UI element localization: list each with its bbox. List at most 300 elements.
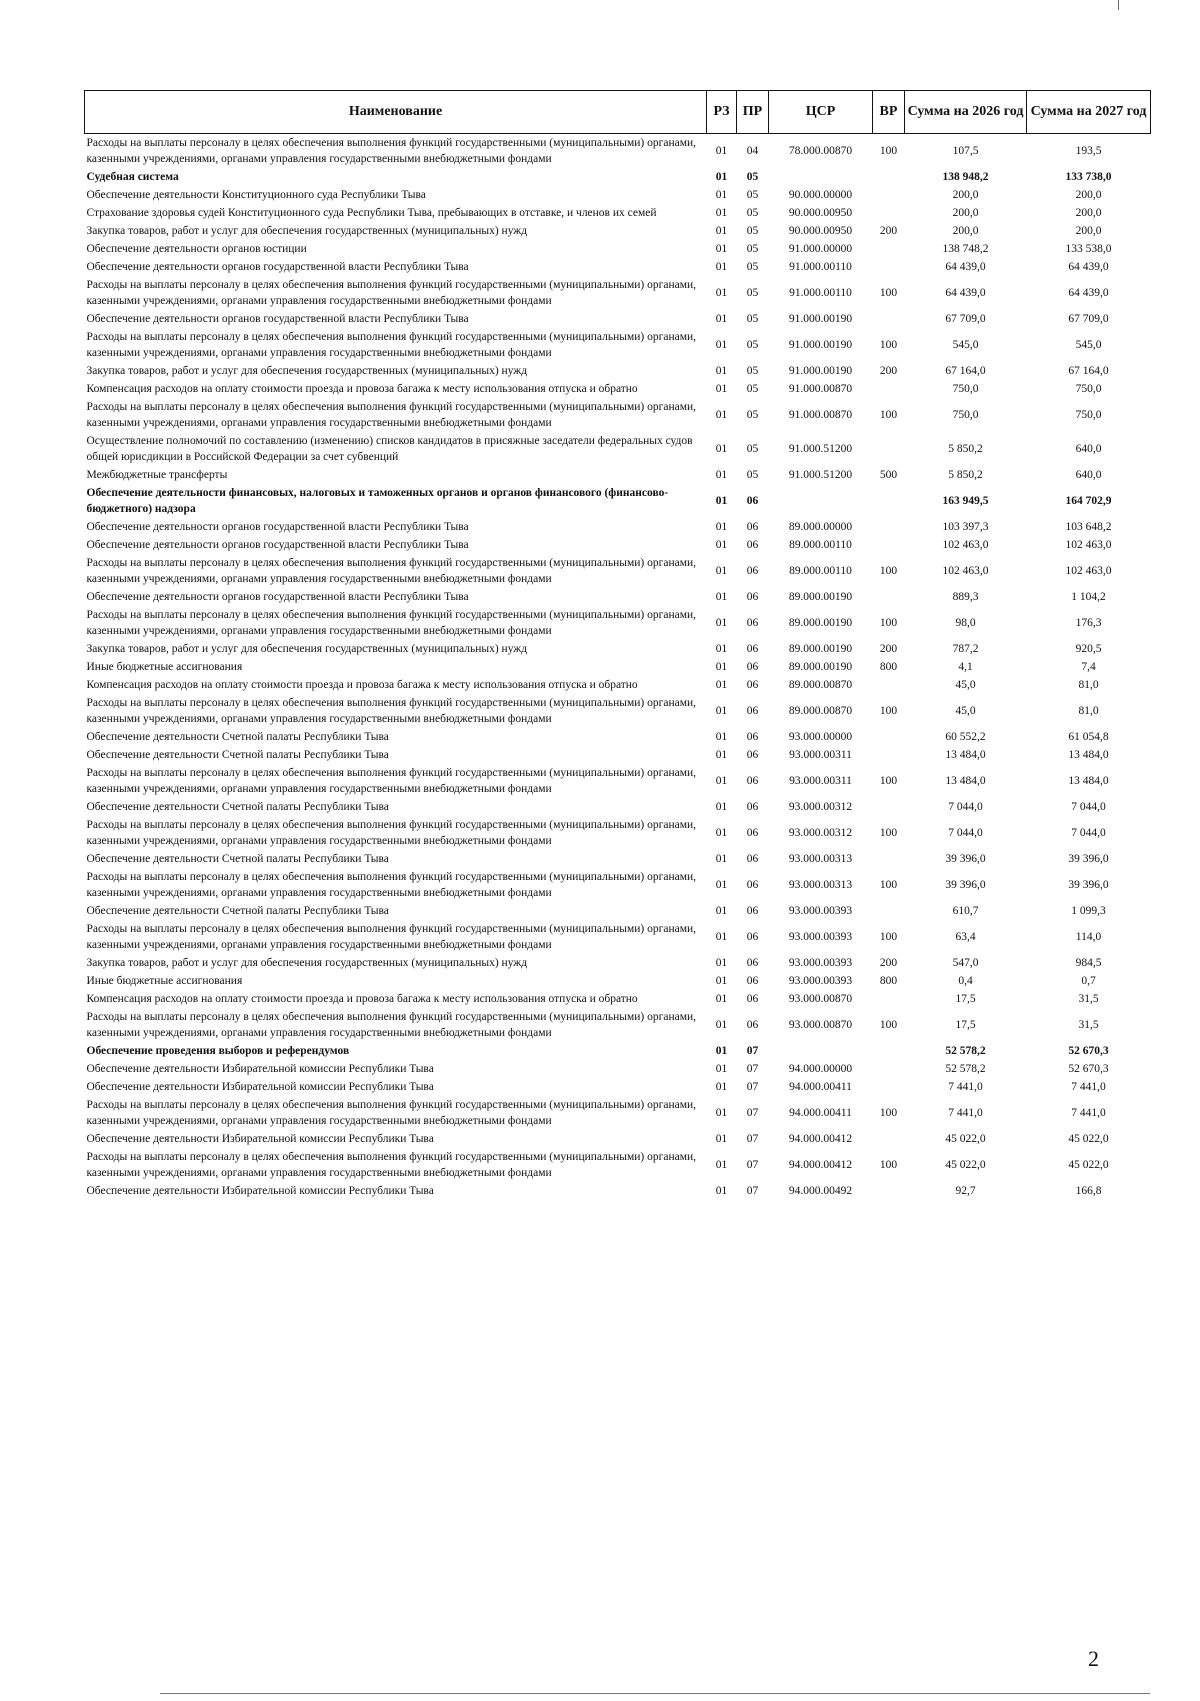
row-sum-2027: 7 441,0 xyxy=(1071,1107,1106,1119)
row-name: Обеспечение деятельности Избирательной комиссии Республики Тыва xyxy=(86,1185,434,1197)
row-sum-2026: 750,0 xyxy=(952,383,979,395)
row-sum-2027: 64 439,0 xyxy=(1068,261,1109,273)
row-vr: 100 xyxy=(879,705,898,717)
row-vr xyxy=(873,1078,905,1096)
table-row xyxy=(85,588,1151,606)
row-name: Расходы на выплаты персоналу в целях обеспечения выполнения функций государственными (муниципальными) органами, казенными учреждениями, органами управления государственными внебюджетными фондами xyxy=(86,871,697,899)
row-rz: 01 xyxy=(715,775,728,787)
row-pr: 06 xyxy=(746,617,759,629)
row-sum-2026: 787,2 xyxy=(952,643,979,655)
page-number: 2 xyxy=(1088,1646,1099,1671)
table-row xyxy=(85,728,1151,746)
row-sum-2026: 45 022,0 xyxy=(945,1133,986,1145)
row-vr xyxy=(873,518,905,536)
header-rz: РЗ xyxy=(707,91,737,134)
row-rz: 01 xyxy=(715,1081,728,1093)
row-sum-2026: 102 463,0 xyxy=(942,539,989,551)
row-pr: 05 xyxy=(746,365,759,377)
row-sum-2027: 13 484,0 xyxy=(1068,775,1109,787)
row-rz: 01 xyxy=(715,1133,728,1145)
row-sum-2026: 67 164,0 xyxy=(945,365,986,377)
row-name: Страхование здоровья судей Конституционного суда Республики Тыва, пребывающих в отставке, и членов их семей xyxy=(86,207,657,219)
row-sum-2027: 45 022,0 xyxy=(1068,1133,1109,1145)
row-pr: 06 xyxy=(746,827,759,839)
table-row xyxy=(85,258,1151,276)
table-row xyxy=(85,920,1151,954)
table-row xyxy=(85,816,1151,850)
table-row xyxy=(85,868,1151,902)
row-sum-2026: 13 484,0 xyxy=(945,775,986,787)
row-pr: 05 xyxy=(746,443,759,455)
row-vr xyxy=(873,258,905,276)
row-csr: 93.000.00393 xyxy=(788,905,853,917)
row-pr: 06 xyxy=(746,975,759,987)
row-csr: 91.000.00110 xyxy=(789,287,852,299)
row-name: Расходы на выплаты персоналу в целях обеспечения выполнения функций государственными (муниципальными) органами, казенными учреждениями, органами управления государственными внебюджетными фондами xyxy=(86,697,697,725)
row-sum-2027: 1 104,2 xyxy=(1071,591,1106,603)
row-csr: 89.000.00190 xyxy=(788,617,853,629)
row-csr: 91.000.00190 xyxy=(788,339,853,351)
row-csr: 93.000.00870 xyxy=(788,1019,853,1031)
row-csr: 91.000.51200 xyxy=(788,443,853,455)
row-csr: 93.000.00393 xyxy=(788,931,853,943)
row-rz: 01 xyxy=(715,1045,728,1057)
row-csr: 93.000.00313 xyxy=(788,853,853,865)
row-pr: 04 xyxy=(746,145,759,157)
row-pr: 05 xyxy=(746,339,759,351)
row-sum-2026: 17,5 xyxy=(955,993,976,1005)
row-csr: 89.000.00110 xyxy=(789,565,852,577)
row-sum-2026: 138 748,2 xyxy=(942,243,989,255)
row-sum-2027: 0,7 xyxy=(1081,975,1096,987)
row-csr: 90.000.00000 xyxy=(788,189,853,201)
row-vr: 200 xyxy=(879,365,898,377)
row-sum-2027: 31,5 xyxy=(1078,993,1099,1005)
table-row xyxy=(85,694,1151,728)
row-rz: 01 xyxy=(715,731,728,743)
table-row xyxy=(85,1148,1151,1182)
row-csr: 89.000.00110 xyxy=(789,539,852,551)
table-row xyxy=(85,990,1151,1008)
row-sum-2027: 176,3 xyxy=(1075,617,1102,629)
row-sum-2027: 39 396,0 xyxy=(1068,853,1109,865)
row-csr: 90.000.00950 xyxy=(788,207,853,219)
row-sum-2027: 7 044,0 xyxy=(1071,827,1106,839)
row-csr: 93.000.00393 xyxy=(788,975,853,987)
row-sum-2027: 200,0 xyxy=(1075,189,1102,201)
row-rz: 01 xyxy=(715,975,728,987)
row-pr: 07 xyxy=(746,1045,759,1057)
row-csr: 93.000.00313 xyxy=(788,879,853,891)
row-csr: 94.000.00000 xyxy=(788,1063,853,1075)
table-row xyxy=(85,676,1151,694)
row-name: Обеспечение деятельности Счетной палаты Республики Тыва xyxy=(86,731,389,743)
row-vr: 800 xyxy=(879,661,898,673)
row-pr: 05 xyxy=(746,207,759,219)
row-csr: 89.000.00870 xyxy=(788,705,853,717)
row-sum-2026: 52 578,2 xyxy=(945,1045,986,1057)
table-row xyxy=(85,518,1151,536)
row-pr: 07 xyxy=(746,1133,759,1145)
row-rz: 01 xyxy=(715,931,728,943)
row-csr: 91.000.00870 xyxy=(788,409,853,421)
row-name: Расходы на выплаты персоналу в целях обеспечения выполнения функций государственными (муниципальными) органами, казенными учреждениями, органами управления государственными внебюджетными фондами xyxy=(86,137,697,165)
row-rz: 01 xyxy=(715,207,728,219)
table-row xyxy=(85,186,1151,204)
row-rz: 01 xyxy=(715,705,728,717)
row-name: Расходы на выплаты персоналу в целях обеспечения выполнения функций государственными (муниципальными) органами, казенными учреждениями, органами управления государственными внебюджетными фондами xyxy=(86,401,697,429)
row-pr: 06 xyxy=(746,879,759,891)
row-rz: 01 xyxy=(715,643,728,655)
row-csr: 93.000.00870 xyxy=(788,993,853,1005)
row-csr: 89.000.00190 xyxy=(788,643,853,655)
row-csr: 93.000.00312 xyxy=(788,801,853,813)
row-rz: 01 xyxy=(715,287,728,299)
row-pr: 07 xyxy=(746,1063,759,1075)
row-name: Расходы на выплаты персоналу в целях обеспечения выполнения функций государственными (муниципальными) органами, казенными учреждениями, органами управления государственными внебюджетными фондами xyxy=(86,1099,697,1127)
row-name: Обеспечение деятельности Счетной палаты Республики Тыва xyxy=(86,905,389,917)
row-pr: 05 xyxy=(746,313,759,325)
table-row xyxy=(85,1060,1151,1078)
row-pr: 05 xyxy=(746,409,759,421)
row-rz: 01 xyxy=(715,957,728,969)
row-vr xyxy=(873,484,905,518)
row-csr xyxy=(769,484,873,518)
row-rz: 01 xyxy=(715,993,728,1005)
row-vr: 100 xyxy=(879,339,898,351)
row-pr: 06 xyxy=(746,521,759,533)
row-csr: 93.000.00311 xyxy=(789,749,852,761)
row-sum-2027: 1 099,3 xyxy=(1071,905,1106,917)
row-sum-2027: 750,0 xyxy=(1075,383,1102,395)
row-name: Обеспечение деятельности финансовых, налоговых и таможенных органов и органов финансового (финансово-бюджетного) надзора xyxy=(86,487,669,515)
row-name: Закупка товаров, работ и услуг для обеспечения государственных (муниципальных) нужд xyxy=(86,365,528,377)
table-row xyxy=(85,902,1151,920)
row-vr: 100 xyxy=(879,1159,898,1171)
table-row xyxy=(85,310,1151,328)
row-csr: 91.000.00870 xyxy=(788,383,853,395)
row-rz: 01 xyxy=(715,1107,728,1119)
row-vr xyxy=(873,850,905,868)
row-csr: 93.000.00393 xyxy=(788,957,853,969)
row-sum-2027: 103 648,2 xyxy=(1065,521,1112,533)
row-sum-2027: 67 164,0 xyxy=(1068,365,1109,377)
row-vr xyxy=(873,186,905,204)
row-vr xyxy=(873,1182,905,1200)
row-pr: 06 xyxy=(746,643,759,655)
row-name: Расходы на выплаты персоналу в целях обеспечения выполнения функций государственными (муниципальными) органами, казенными учреждениями, органами управления государственными внебюджетными фондами xyxy=(86,557,697,585)
row-name: Осуществление полномочий по составлению (изменению) списков кандидатов в присяжные заседатели федеральных судов общей юрисдикции в Российской Федерации за счет субвенций xyxy=(86,435,693,463)
row-sum-2027: 67 709,0 xyxy=(1068,313,1109,325)
row-vr: 800 xyxy=(879,975,898,987)
row-csr: 90.000.00950 xyxy=(788,225,853,237)
row-name: Расходы на выплаты персоналу в целях обеспечения выполнения функций государственными (муниципальными) органами, казенными учреждениями, органами управления государственными внебюджетными фондами xyxy=(86,1151,697,1179)
row-sum-2026: 200,0 xyxy=(952,189,979,201)
row-pr: 06 xyxy=(746,801,759,813)
row-sum-2027: 61 054,8 xyxy=(1068,731,1109,743)
row-vr: 100 xyxy=(879,931,898,943)
row-name: Межбюджетные трансферты xyxy=(86,469,228,481)
row-rz: 01 xyxy=(715,879,728,891)
row-pr: 07 xyxy=(746,1159,759,1171)
row-vr: 500 xyxy=(879,469,898,481)
row-sum-2026: 5 850,2 xyxy=(948,469,983,481)
row-sum-2026: 102 463,0 xyxy=(942,565,989,577)
row-csr: 89.000.00000 xyxy=(788,521,853,533)
row-sum-2027: 45 022,0 xyxy=(1068,1159,1109,1171)
row-sum-2026: 889,3 xyxy=(952,591,979,603)
row-sum-2026: 45,0 xyxy=(955,679,976,691)
row-vr xyxy=(873,1042,905,1060)
row-name: Обеспечение деятельности Избирательной комиссии Республики Тыва xyxy=(86,1063,434,1075)
row-name: Судебная система xyxy=(86,171,179,183)
row-pr: 05 xyxy=(746,171,759,183)
row-rz: 01 xyxy=(715,591,728,603)
row-csr: 89.000.00190 xyxy=(788,661,853,673)
row-rz: 01 xyxy=(715,261,728,273)
budget-table-container xyxy=(84,90,1150,1200)
row-sum-2026: 45,0 xyxy=(955,705,976,717)
row-sum-2027: 750,0 xyxy=(1075,409,1102,421)
row-csr: 91.000.00000 xyxy=(788,243,853,255)
header-csr: ЦСР xyxy=(769,91,873,134)
row-name: Иные бюджетные ассигнования xyxy=(86,975,243,987)
table-row xyxy=(85,954,1151,972)
row-rz: 01 xyxy=(715,469,728,481)
header-vr: ВР xyxy=(873,91,905,134)
row-vr: 200 xyxy=(879,225,898,237)
row-rz: 01 xyxy=(715,749,728,761)
row-rz: 01 xyxy=(715,243,728,255)
row-sum-2027: 200,0 xyxy=(1075,207,1102,219)
row-name: Расходы на выплаты персоналу в целях обеспечения выполнения функций государственными (муниципальными) органами, казенными учреждениями, органами управления государственными внебюджетными фондами xyxy=(86,609,697,637)
row-name: Обеспечение деятельности органов юстиции xyxy=(86,243,307,255)
row-sum-2026: 98,0 xyxy=(955,617,976,629)
row-sum-2026: 63,4 xyxy=(955,931,976,943)
row-sum-2027: 640,0 xyxy=(1075,469,1102,481)
row-csr: 94.000.00411 xyxy=(789,1107,852,1119)
row-csr: 93.000.00311 xyxy=(789,775,852,787)
row-sum-2027: 52 670,3 xyxy=(1068,1045,1109,1057)
row-name: Расходы на выплаты персоналу в целях обеспечения выполнения функций государственными (муниципальными) органами, казенными учреждениями, органами управления государственными внебюджетными фондами xyxy=(86,279,697,307)
row-rz: 01 xyxy=(715,853,728,865)
table-row xyxy=(85,972,1151,990)
table-row xyxy=(85,1182,1151,1200)
row-csr: 89.000.00870 xyxy=(788,679,853,691)
row-rz: 01 xyxy=(715,495,728,507)
row-name: Расходы на выплаты персоналу в целях обеспечения выполнения функций государственными (муниципальными) органами, казенными учреждениями, органами управления государственными внебюджетными фондами xyxy=(86,819,697,847)
row-name: Обеспечение проведения выборов и референдумов xyxy=(86,1045,350,1057)
row-vr xyxy=(873,676,905,694)
row-rz: 01 xyxy=(715,661,728,673)
table-row xyxy=(85,640,1151,658)
table-row xyxy=(85,168,1151,186)
row-vr: 100 xyxy=(879,287,898,299)
row-sum-2027: 545,0 xyxy=(1075,339,1102,351)
row-vr: 100 xyxy=(879,409,898,421)
table-header xyxy=(85,91,1151,134)
table-row xyxy=(85,1042,1151,1060)
row-vr xyxy=(873,536,905,554)
row-rz: 01 xyxy=(715,617,728,629)
row-sum-2026: 138 948,2 xyxy=(942,171,989,183)
row-csr: 93.000.00312 xyxy=(788,827,853,839)
row-sum-2027: 7 441,0 xyxy=(1071,1081,1106,1093)
row-vr xyxy=(873,746,905,764)
row-vr: 100 xyxy=(879,1019,898,1031)
row-sum-2027: 102 463,0 xyxy=(1065,539,1112,551)
row-sum-2026: 64 439,0 xyxy=(945,261,986,273)
header-pr: ПР xyxy=(737,91,769,134)
row-vr xyxy=(873,310,905,328)
table-row xyxy=(85,554,1151,588)
row-name: Расходы на выплаты персоналу в целях обеспечения выполнения функций государственными (муниципальными) органами, казенными учреждениями, органами управления государственными внебюджетными фондами xyxy=(86,923,697,951)
row-name: Обеспечение деятельности органов государственной власти Республики Тыва xyxy=(86,521,469,533)
row-vr xyxy=(873,1060,905,1078)
row-rz: 01 xyxy=(715,443,728,455)
row-sum-2026: 163 949,5 xyxy=(942,495,989,507)
table-row xyxy=(85,222,1151,240)
row-sum-2027: 166,8 xyxy=(1075,1185,1102,1197)
row-sum-2027: 200,0 xyxy=(1075,225,1102,237)
row-sum-2026: 45 022,0 xyxy=(945,1159,986,1171)
row-vr: 100 xyxy=(879,775,898,787)
row-name: Компенсация расходов на оплату стоимости проезда и провоза багажа к месту использования отпуска и обратно xyxy=(86,679,638,691)
row-vr: 100 xyxy=(879,565,898,577)
row-pr: 06 xyxy=(746,905,759,917)
header-name: Наименование xyxy=(85,91,707,134)
header-sum-2027: Сумма на 2027 год xyxy=(1027,91,1151,134)
row-name: Обеспечение деятельности Избирательной комиссии Республики Тыва xyxy=(86,1081,434,1093)
row-name: Расходы на выплаты персоналу в целях обеспечения выполнения функций государственными (муниципальными) органами, казенными учреждениями, органами управления государственными внебюджетными фондами xyxy=(86,767,697,795)
row-sum-2027: 193,5 xyxy=(1075,145,1102,157)
table-row xyxy=(85,850,1151,868)
row-csr xyxy=(769,1042,873,1060)
table-row xyxy=(85,484,1151,518)
row-rz: 01 xyxy=(715,189,728,201)
row-name: Обеспечение деятельности Конституционного суда Республики Тыва xyxy=(86,189,426,201)
row-pr: 05 xyxy=(746,287,759,299)
row-sum-2027: 984,5 xyxy=(1075,957,1102,969)
row-rz: 01 xyxy=(715,539,728,551)
row-sum-2027: 64 439,0 xyxy=(1068,287,1109,299)
row-sum-2027: 640,0 xyxy=(1075,443,1102,455)
row-vr xyxy=(873,1130,905,1148)
row-sum-2026: 200,0 xyxy=(952,207,979,219)
row-pr: 06 xyxy=(746,853,759,865)
row-rz: 01 xyxy=(715,801,728,813)
row-rz: 01 xyxy=(715,409,728,421)
row-pr: 06 xyxy=(746,993,759,1005)
row-rz: 01 xyxy=(715,225,728,237)
table-row xyxy=(85,362,1151,380)
row-vr: 100 xyxy=(879,617,898,629)
row-vr xyxy=(873,798,905,816)
row-name: Обеспечение деятельности Счетной палаты Республики Тыва xyxy=(86,801,389,813)
row-sum-2026: 5 850,2 xyxy=(948,443,983,455)
header-sum-2026: Сумма на 2026 год xyxy=(905,91,1027,134)
row-name: Обеспечение деятельности Счетной палаты Республики Тыва xyxy=(86,749,389,761)
table-row xyxy=(85,240,1151,258)
row-pr: 06 xyxy=(746,679,759,691)
table-row xyxy=(85,764,1151,798)
row-sum-2026: 103 397,3 xyxy=(942,521,989,533)
row-sum-2026: 7 441,0 xyxy=(948,1107,983,1119)
row-sum-2027: 13 484,0 xyxy=(1068,749,1109,761)
table-row xyxy=(85,398,1151,432)
row-name: Обеспечение деятельности органов государственной власти Республики Тыва xyxy=(86,539,469,551)
row-name: Расходы на выплаты персоналу в целях обеспечения выполнения функций государственными (муниципальными) органами, казенными учреждениями, органами управления государственными внебюджетными фондами xyxy=(86,1011,697,1039)
row-name: Обеспечение деятельности органов государственной власти Республики Тыва xyxy=(86,591,469,603)
table-row xyxy=(85,276,1151,310)
row-sum-2027: 7 044,0 xyxy=(1071,801,1106,813)
row-sum-2027: 7,4 xyxy=(1081,661,1096,673)
row-pr: 05 xyxy=(746,469,759,481)
row-pr: 06 xyxy=(746,661,759,673)
table-row xyxy=(85,1078,1151,1096)
row-pr: 06 xyxy=(746,731,759,743)
row-sum-2026: 7 044,0 xyxy=(948,827,983,839)
row-rz: 01 xyxy=(715,905,728,917)
row-sum-2027: 920,5 xyxy=(1075,643,1102,655)
row-sum-2026: 92,7 xyxy=(955,1185,976,1197)
row-name: Обеспечение деятельности органов государственной власти Республики Тыва xyxy=(86,313,469,325)
row-sum-2026: 39 396,0 xyxy=(945,879,986,891)
row-vr: 100 xyxy=(879,879,898,891)
row-vr xyxy=(873,728,905,746)
row-vr xyxy=(873,168,905,186)
row-vr: 100 xyxy=(879,1107,898,1119)
row-rz: 01 xyxy=(715,383,728,395)
row-csr: 94.000.00492 xyxy=(788,1185,853,1197)
row-name: Компенсация расходов на оплату стоимости проезда и провоза багажа к месту использования отпуска и обратно xyxy=(86,993,638,1005)
row-vr: 200 xyxy=(879,957,898,969)
scan-mark xyxy=(1118,0,1119,10)
row-pr: 06 xyxy=(746,591,759,603)
row-csr: 91.000.00110 xyxy=(789,261,852,273)
row-sum-2026: 200,0 xyxy=(952,225,979,237)
table-row xyxy=(85,134,1151,169)
row-rz: 01 xyxy=(715,171,728,183)
row-vr: 100 xyxy=(879,827,898,839)
table-row xyxy=(85,658,1151,676)
row-sum-2026: 547,0 xyxy=(952,957,979,969)
row-sum-2026: 60 552,2 xyxy=(945,731,986,743)
row-csr: 78.000.00870 xyxy=(788,145,853,157)
table-row xyxy=(85,466,1151,484)
row-name: Обеспечение деятельности Избирательной комиссии Республики Тыва xyxy=(86,1133,434,1145)
row-vr xyxy=(873,588,905,606)
budget-table xyxy=(84,90,1151,1200)
row-rz: 01 xyxy=(715,565,728,577)
table-row xyxy=(85,380,1151,398)
row-vr: 100 xyxy=(879,145,898,157)
row-vr xyxy=(873,204,905,222)
row-vr xyxy=(873,990,905,1008)
row-csr: 91.000.00190 xyxy=(788,365,853,377)
row-name: Компенсация расходов на оплату стоимости проезда и провоза багажа к месту использования отпуска и обратно xyxy=(86,383,638,395)
row-name: Расходы на выплаты персоналу в целях обеспечения выполнения функций государственными (муниципальными) органами, казенными учреждениями, органами управления государственными внебюджетными фондами xyxy=(86,331,697,359)
row-sum-2027: 81,0 xyxy=(1078,705,1099,717)
row-pr: 06 xyxy=(746,931,759,943)
table-row xyxy=(85,606,1151,640)
row-vr xyxy=(873,240,905,258)
table-row xyxy=(85,432,1151,466)
row-pr: 05 xyxy=(746,261,759,273)
row-name: Закупка товаров, работ и услуг для обеспечения государственных (муниципальных) нужд xyxy=(86,957,528,969)
table-row xyxy=(85,204,1151,222)
row-csr xyxy=(769,168,873,186)
